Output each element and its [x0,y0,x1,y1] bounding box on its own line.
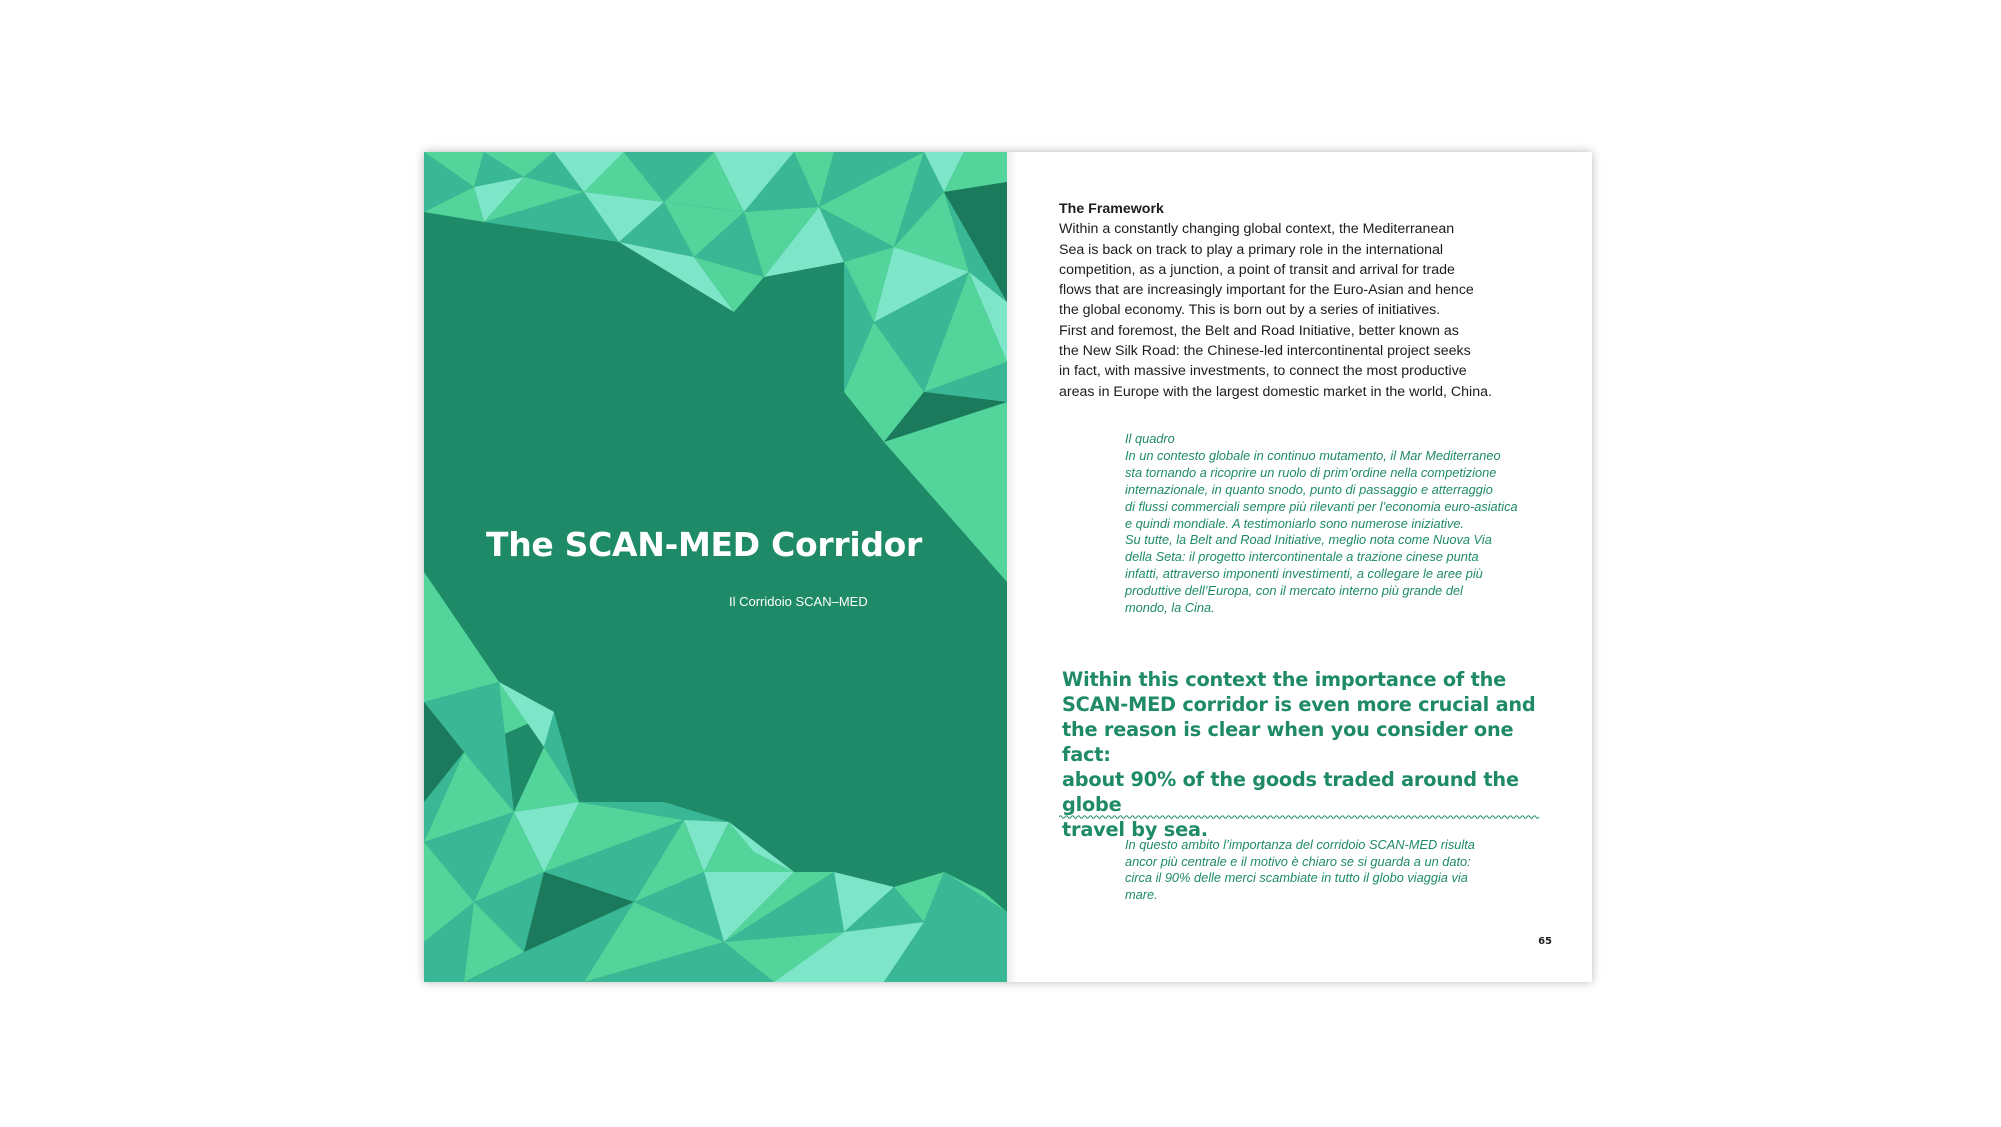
italian-heading: Il quadro [1125,431,1175,446]
facet [424,572,499,702]
chapter-title: The SCAN-MED Corridor [486,525,922,564]
geometric-pattern [424,152,1007,982]
section-heading: The Framework [1059,201,1164,217]
english-section [1059,199,1549,402]
book-spread [424,152,1592,982]
chapter-subtitle: Il Corridoio SCAN–MED [729,594,868,609]
italian-section [1125,431,1555,617]
pull-quote: Within this context the importance of the SCAN-MED corridor is even more crucial and the reason is clear when you consider one fact: about 90% of the goods traded around the globe travel by sea. [1062,668,1536,841]
left-page [424,152,1007,982]
right-page [1007,152,1592,982]
page-number: 65 [1538,936,1552,947]
italian-quote: In questo ambito l’importanza del corridoio SCAN-MED risulta ancor più centrale e il motivo è chiaro se si guarda a un dato: circa il 90% delle merci scambiate in tutto il globo viaggia via mare. [1125,837,1475,902]
wave-divider [1059,813,1541,821]
italian-body: In un contesto globale in continuo mutamento, il Mar Mediterraneo sta tornando a ricoprire un ruolo di prim’ordine nella competizione internazionale, in quanto snodo, punto di passaggio e atterraggio di flussi commerciali sempre più rilevanti per l’economia euro-asiatica e quindi mondiale. A testimoniarlo sono numerose iniziative. Su tutte, la Belt and Road Initiative, meglio nota come Nuova Via della Seta: il progetto intercontinentale a trazione cinese punta infatti, attraverso imponenti investimenti, a collegare le aree più produttive dell’Europa, con il mercato interno più grande del mondo, la Cina. [1125,447,1518,616]
section-body: Within a constantly changing global context, the Mediterranean Sea is back on track to play a primary role in the international competition, as a junction, a point of transit and arrival for trade flows that are increasingly important for the Euro-Asian and hence the global economy. This is born out by a series of initiatives. First and foremost, the Belt and Road Initiative, better known as the New Silk Road: the Chinese-led intercontinental project seeks in fact, with massive investments, to connect the most productive areas in Europe with the largest domestic market in the world, China. [1059,221,1492,400]
